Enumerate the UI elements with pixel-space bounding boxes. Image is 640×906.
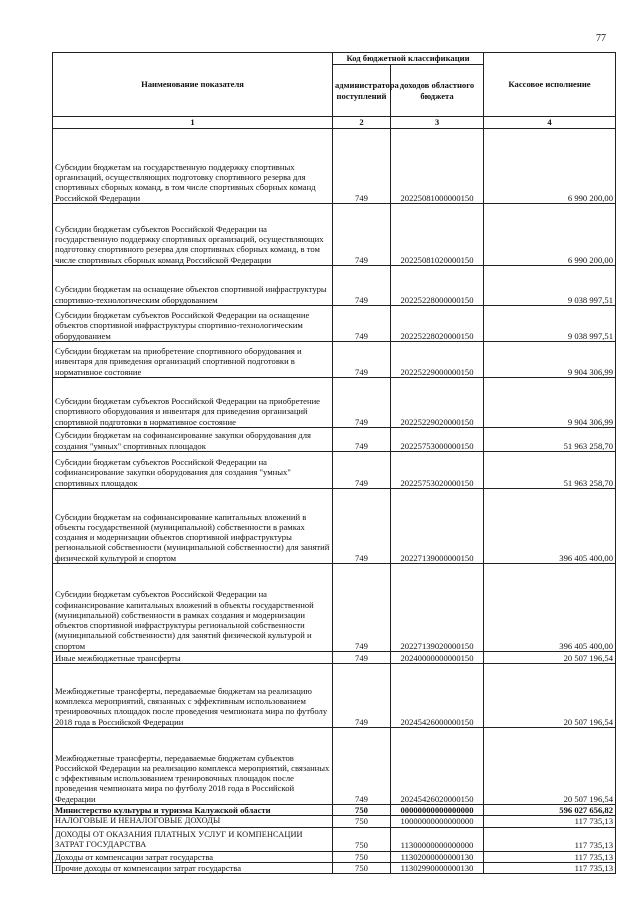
row-income-code: 20227139020000150: [391, 564, 484, 652]
row-admin-code: 749: [333, 204, 391, 266]
row-admin-code: 749: [333, 652, 391, 664]
row-amount: 117 735,13: [484, 816, 616, 827]
row-name: Межбюджетные трансферты, передаваемые бюджетам субъектов Российской Федерации на реализацию комплекса мероприятий, связанных с эффективным использованием тренировочных площадок после проведения чемпионата мира по футболу 2018 года в Российской Федерации: [53, 728, 333, 805]
row-amount: 20 507 196,54: [484, 664, 616, 728]
row-admin-code: 750: [333, 827, 391, 851]
row-admin-code: 750: [333, 851, 391, 862]
row-name: Субсидии бюджетам на приобретение спортивного оборудования и инвентаря для приведения организаций спортивной подготовки в нормативное состояние: [53, 342, 333, 378]
row-admin-code: 749: [333, 129, 391, 204]
row-amount: 6 990 200,00: [484, 129, 616, 204]
row-income-code: 11300000000000000: [391, 827, 484, 851]
row-name: Субсидии бюджетам субъектов Российской Федерации на государственную поддержку спортивных организаций, осуществляющих подготовку спортивного резерва для спортивных сборных команд, в том числе спортивных сборных команд Российской Федерации: [53, 204, 333, 266]
row-admin-code: 750: [333, 805, 391, 816]
row-name: Субсидии бюджетам субъектов Российской Федерации на софинансирование закупки оборудования для создания "умных" спортивных площадок: [53, 452, 333, 489]
row-income-code: 11302000000000130: [391, 851, 484, 862]
header-col-number-3: 3: [391, 117, 484, 129]
row-amount: 117 735,13: [484, 862, 616, 873]
row-name: Субсидии бюджетам на оснащение объектов спортивной инфраструктуры спортивно-технологическим оборудованием: [53, 266, 333, 306]
row-admin-code: 749: [333, 342, 391, 378]
row-admin-code: 749: [333, 728, 391, 805]
row-income-code: 20245426000000150: [391, 664, 484, 728]
header-budget-code: Код бюджетной классификации: [333, 53, 484, 65]
table-row: [53, 652, 616, 664]
row-admin-code: 749: [333, 428, 391, 452]
table-row: [53, 862, 616, 873]
table-row: [53, 129, 616, 204]
table-row-ministry-total: [53, 805, 616, 816]
header-col-number-4: 4: [484, 117, 616, 129]
row-admin-code: 749: [333, 664, 391, 728]
page-number: 77: [596, 33, 606, 44]
row-amount: 9 038 997,51: [484, 306, 616, 342]
row-name: НАЛОГОВЫЕ И НЕНАЛОГОВЫЕ ДОХОДЫ: [53, 816, 333, 827]
row-amount: 20 507 196,54: [484, 728, 616, 805]
header-col-number-1: 1: [53, 117, 333, 129]
row-name: Доходы от компенсации затрат государства: [53, 851, 333, 862]
row-name: Субсидии бюджетам на государственную поддержку спортивных организаций, осуществляющих подготовку спортивного резерва для спортивных сборных команд, в том числе спортивных сборных команд Российской Федерации: [53, 129, 333, 204]
header-admin-code: администратора поступлений: [333, 65, 391, 117]
row-admin-code: 749: [333, 266, 391, 306]
table-row: [53, 378, 616, 428]
row-amount: 9 904 306,99: [484, 378, 616, 428]
row-amount: 596 027 656,82: [484, 805, 616, 816]
row-admin-code: 750: [333, 816, 391, 827]
row-amount: 9 904 306,99: [484, 342, 616, 378]
header-income-code: доходов областного бюджета: [391, 65, 484, 117]
row-income-code: 11302990000000130: [391, 862, 484, 873]
row-admin-code: 749: [333, 489, 391, 564]
row-income-code: 20225228020000150: [391, 306, 484, 342]
table-row: [53, 664, 616, 728]
header-col-number-2: 2: [333, 117, 391, 129]
table-row: [53, 564, 616, 652]
row-name: Субсидии бюджетам на софинансирование закупки оборудования для создания "умных" спортивных площадок: [53, 428, 333, 452]
row-name: Межбюджетные трансферты, передаваемые бюджетам на реализацию комплекса мероприятий, связанных с эффективным использованием тренировочных площадок после проведения чемпионата мира по футболу 2018 года в Российской Федерации: [53, 664, 333, 728]
row-name: ДОХОДЫ ОТ ОКАЗАНИЯ ПЛАТНЫХ УСЛУГ И КОМПЕНСАЦИИ ЗАТРАТ ГОСУДАРСТВА: [53, 827, 333, 851]
row-name: Субсидии бюджетам субъектов Российской Федерации на софинансирование капитальных вложений в объекты государственной (муниципальной) собственности в рамках создания и модернизации объектов спортивной инфраструктуры региональной собственности (муниципальной собственности) для занятий физической культурой и спортом: [53, 564, 333, 652]
row-admin-code: 749: [333, 564, 391, 652]
row-income-code: 20225753000000150: [391, 428, 484, 452]
table-row: [53, 816, 616, 827]
table-row: [53, 728, 616, 805]
table-row: [53, 827, 616, 851]
row-income-code: 00000000000000000: [391, 805, 484, 816]
table-row: [53, 428, 616, 452]
row-income-code: 20225081020000150: [391, 204, 484, 266]
row-name: Прочие доходы от компенсации затрат государства: [53, 862, 333, 873]
row-name: Субсидии бюджетам субъектов Российской Федерации на приобретение спортивного оборудования и инвентаря для приведения организаций спортивной подготовки в нормативное состояние: [53, 378, 333, 428]
row-admin-code: 749: [333, 378, 391, 428]
row-admin-code: 749: [333, 306, 391, 342]
row-income-code: 20227139000000150: [391, 489, 484, 564]
table-row: [53, 306, 616, 342]
header-cash-execution: Кассовое исполнение: [484, 53, 616, 117]
row-admin-code: 750: [333, 862, 391, 873]
row-income-code: 20225081000000150: [391, 129, 484, 204]
row-income-code: 20225228000000150: [391, 266, 484, 306]
row-amount: 51 963 258,70: [484, 428, 616, 452]
table-row: [53, 204, 616, 266]
table-row: [53, 851, 616, 862]
row-amount: 117 735,13: [484, 851, 616, 862]
row-name: Субсидии бюджетам субъектов Российской Федерации на оснащение объектов спортивной инфраструктуры спортивно-технологическим оборудованием: [53, 306, 333, 342]
table-row: [53, 342, 616, 378]
budget-table: [52, 52, 616, 874]
row-amount: 6 990 200,00: [484, 204, 616, 266]
row-name: Иные межбюджетные трансферты: [53, 652, 333, 664]
row-amount: 396 405 400,00: [484, 489, 616, 564]
row-amount: 20 507 196,54: [484, 652, 616, 664]
row-income-code: 20240000000000150: [391, 652, 484, 664]
row-income-code: 20245426020000150: [391, 728, 484, 805]
row-admin-code: 749: [333, 452, 391, 489]
header-indicator-name: Наименование показателя: [53, 53, 333, 117]
row-income-code: 10000000000000000: [391, 816, 484, 827]
row-amount: 117 735,13: [484, 827, 616, 851]
table-row: [53, 452, 616, 489]
row-income-code: 20225753020000150: [391, 452, 484, 489]
row-name: Министерство культуры и туризма Калужской области: [53, 805, 333, 816]
table-row: [53, 489, 616, 564]
table-row: [53, 266, 616, 306]
row-amount: 9 038 997,51: [484, 266, 616, 306]
row-income-code: 20225229020000150: [391, 378, 484, 428]
row-income-code: 20225229000000150: [391, 342, 484, 378]
row-name: Субсидии бюджетам на софинансирование капитальных вложений в объекты государственной (муниципальной) собственности в рамках создания и модернизации объектов спортивной инфраструктуры региональной собственности (муниципальной собственности) для занятий физической культурой и спортом: [53, 489, 333, 564]
row-amount: 51 963 258,70: [484, 452, 616, 489]
row-amount: 396 405 400,00: [484, 564, 616, 652]
